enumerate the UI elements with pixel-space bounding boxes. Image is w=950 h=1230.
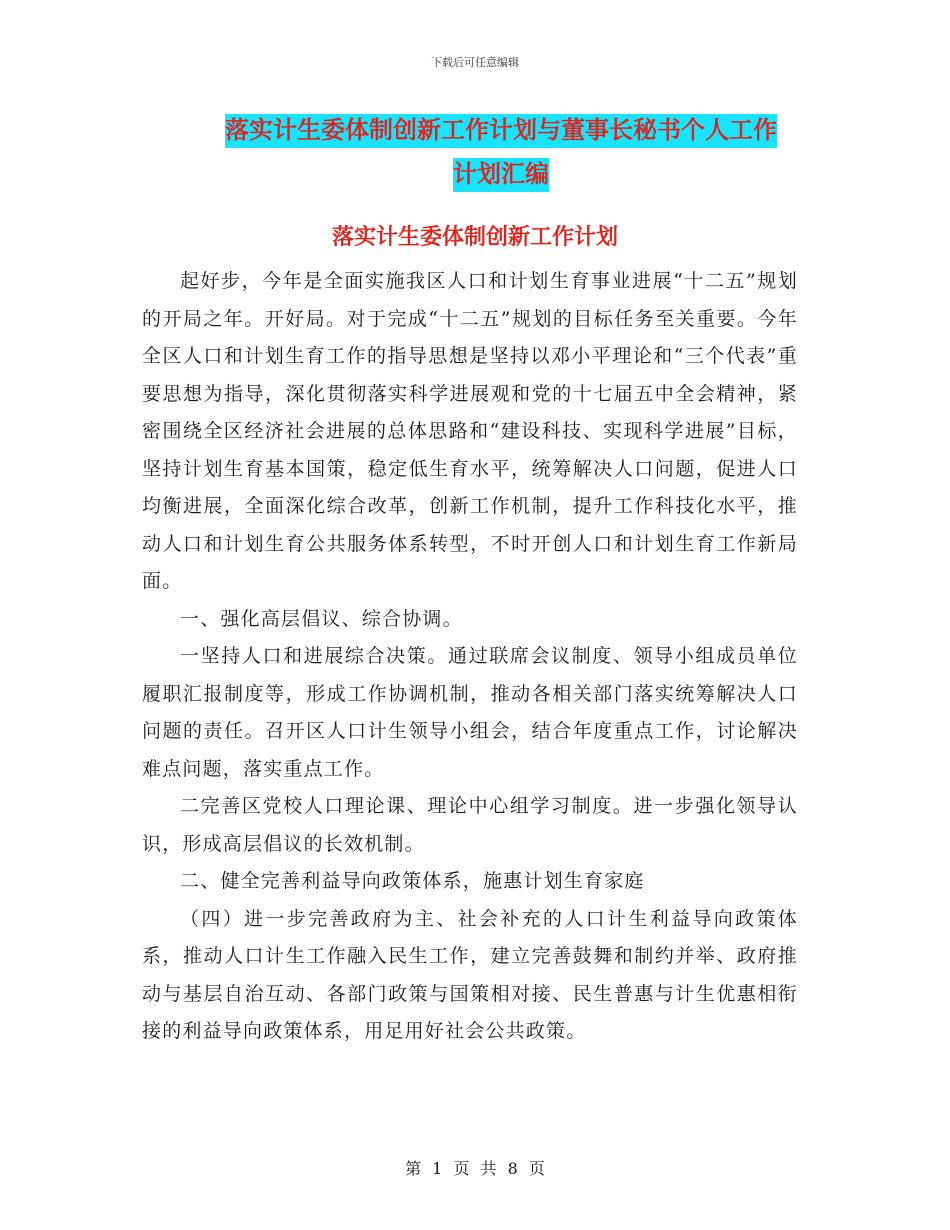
header-note: 下载后可任意编辑 bbox=[431, 56, 519, 69]
section-title: 落实计生委体制创新工作计划 bbox=[331, 225, 618, 250]
paragraph-item-1: 一坚持人口和进展综合决策。通过联席会议制度、领导小组成员单位履职汇报制度等，形成工作协调机制，推动各相关部门落实统筹解决人口问题的责任。召开区人口计生领导小组会，结合年度重点工作，讨论解决难点问题，落实重点工作。 bbox=[142, 645, 798, 780]
heading-2: 二、健全完善利益导向政策体系，施惠计划生育家庭 bbox=[180, 870, 645, 892]
document-title bbox=[196, 108, 806, 196]
paragraph-item-4: （四）进一步完善政府为主、社会补充的人口计生利益导向政策体系，推动人口计生工作融入民生工作，建立完善鼓舞和制约并举、政府推动与基层自治互动、各部门政策与国策相对接、民生普惠与计生优惠相衔接的利益导向政策体系，用足用好社会公共政策。 bbox=[142, 907, 798, 1042]
paragraph-intro: 起好步，今年是全面实施我区人口和计划生育事业进展“十二五”规划的开局之年。开好局。对于完成“十二五”规划的目标任务至关重要。今年全区人口和计划生育工作的指导思想是坚持以邓小平理论和“三个代表”重要思想为指导，深化贯彻落实科学进展观和党的十七届五中全会精神，紧密围绕全区经济社会进展的总体思路和“建设科技、实现科学进展”目标，坚持计划生育基本国策，稳定低生育水平，统筹解决人口问题，促进人口均衡进展，全面深化综合改革，创新工作机制，提升工作科技化水平，推动人口和计划生育公共服务体系转型，不时开创人口和计划生育工作新局面。 bbox=[142, 270, 798, 592]
page-number: 第 1 页 共 8 页 bbox=[405, 1159, 545, 1178]
title-line-1: 落实计生委体制创新工作计划与董事长秘书个人工作 bbox=[225, 114, 777, 148]
document-body bbox=[142, 263, 798, 1051]
title-line-2: 计划汇编 bbox=[453, 158, 549, 192]
paragraph-item-2: 二完善区党校人口理论课、理论中心组学习制度。进一步强化领导认识，形成高层倡议的长效机制。 bbox=[142, 795, 798, 855]
heading-1: 一、强化高层倡议、综合协调。 bbox=[180, 607, 463, 630]
